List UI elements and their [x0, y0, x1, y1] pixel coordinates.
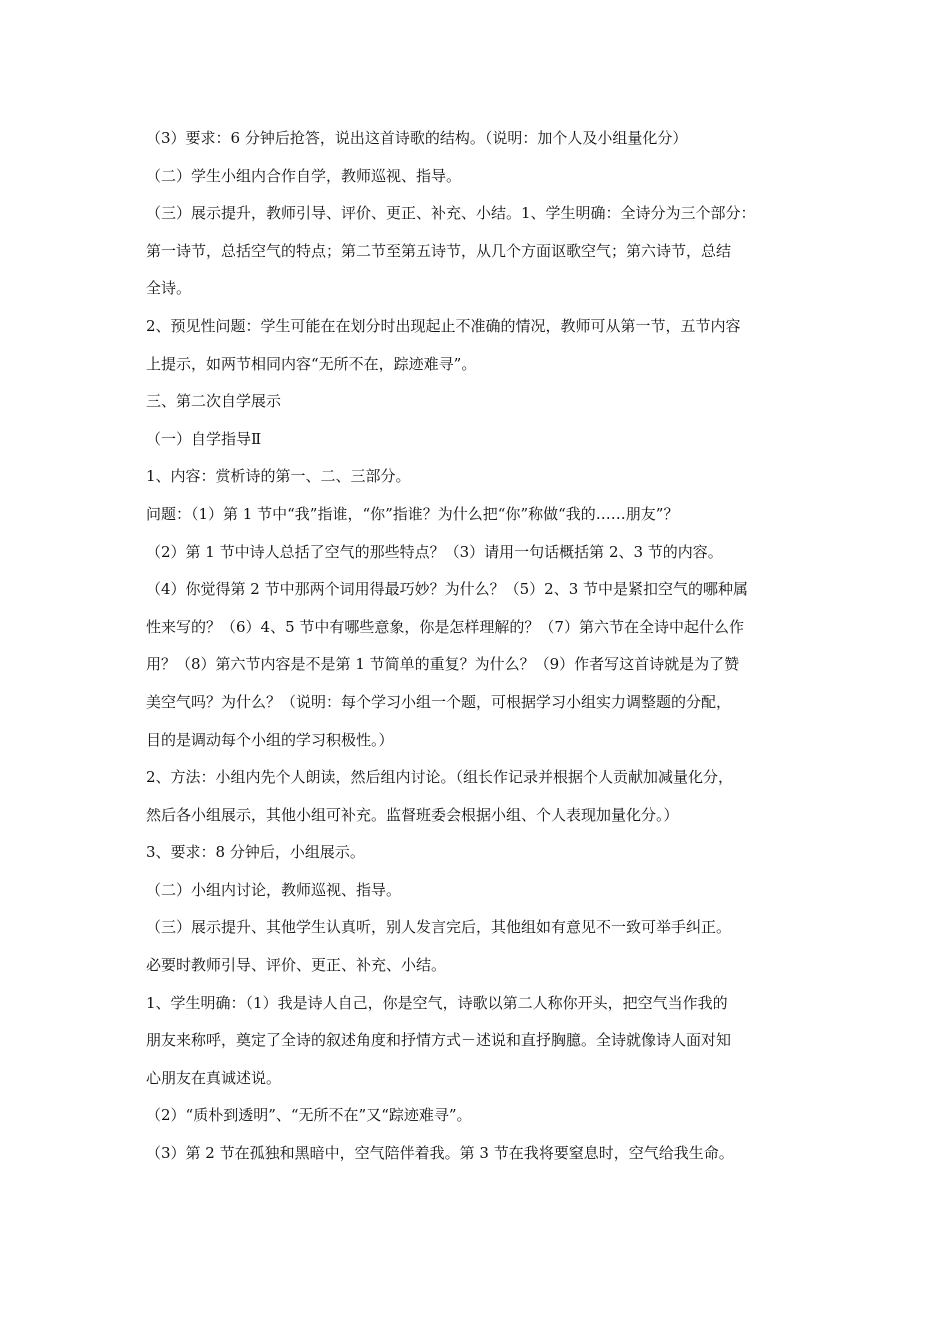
text-line: 朋友来称呼，奠定了全诗的叙述角度和抒情方式－述说和直抒胸臆。全诗就像诗人面对知 [146, 1031, 732, 1050]
text-line: 性来写的？（6）4、5 节中有哪些意象，你是怎样理解的？（7）第六节在全诗中起什么作 [146, 617, 744, 636]
text-line: 1、学生明确：（1）我是诗人自己，你是空气，诗歌以第二人称你开头，把空气当作我的 [146, 993, 728, 1012]
subsection-heading: （一）自学指导Ⅱ [146, 429, 262, 448]
text-line: 3、要求：8 分钟后，小组展示。 [146, 843, 365, 862]
text-line: 用？（8）第六节内容是不是第 1 节简单的重复？为什么？（9）作者写这首诗就是为了赞 [146, 655, 740, 674]
text-line: （2）第 1 节中诗人总括了空气的那些特点？（3）请用一句话概括第 2、3 节的内容。 [146, 542, 723, 561]
text-line: 必要时教师引导、评价、更正、补充、小结。 [146, 956, 447, 975]
text-line: 2、方法：小组内先个人朗读，然后组内讨论。（组长作记录并根据个人贡献加减量化分， [146, 768, 734, 787]
text-line: 上提示，如两节相同内容“无所不在，踪迹难寻”。 [146, 354, 477, 373]
text-line: 然后各小组展示，其他小组可补充。监督班委会根据小组、个人表现加量化分。） [146, 805, 679, 824]
text-line: 2、预见性问题：学生可能在在划分时出现起止不准确的情况，教师可从第一节，五节内容 [146, 316, 741, 335]
text-line: 目的是调动每个小组的学习积极性。） [146, 730, 394, 749]
text-line: （2）“质朴到透明”、“无所不在”又“踪迹难寻”。 [146, 1106, 472, 1125]
text-line: （4）你觉得第 2 节中那两个词用得最巧妙？为什么？（5）2、3 节中是紧扣空气的哪种属 [146, 580, 749, 599]
text-line: （3）要求：6 分钟后抢答，说出这首诗歌的结构。（说明：加个人及小组量化分） [146, 129, 688, 147]
subsection-heading: （二）小组内讨论，教师巡视、指导。 [146, 880, 402, 899]
text-line: （三）展示提升、其他学生认真听，别人发言完后，其他组如有意见不一致可举手纠正。 [146, 918, 732, 937]
section-heading: 三、第二次自学展示 [146, 392, 282, 411]
text-line: （3）第 2 节在孤独和黑暗中，空气陪伴着我。第 3 节在我将要窒息时，空气给我生命。 [146, 1144, 734, 1163]
text-line: 问题：（1）第 1 节中“我”指谁，“你”指谁？为什么把“你”称做“我的……朋友”？ [146, 504, 679, 523]
text-line: 心朋友在真诚述说。 [146, 1068, 282, 1087]
text-line: 全诗。 [146, 279, 192, 298]
text-line: 1、内容：赏析诗的第一、二、三部分。 [146, 467, 411, 486]
document-body [146, 120, 816, 1173]
text-line: （三）展示提升，教师引导、评价、更正、补充、小结。1、学生明确：全诗分为三个部分： [146, 204, 756, 223]
text-line: （二）学生小组内合作自学，教师巡视、指导。 [146, 166, 462, 185]
text-line: 美空气吗？为什么？（说明：每个学习小组一个题，可根据学习小组实力调整题的分配， [146, 692, 732, 711]
text-line: 第一诗节，总括空气的特点；第二节至第五诗节，从几个方面讴歌空气；第六诗节，总结 [146, 241, 732, 260]
